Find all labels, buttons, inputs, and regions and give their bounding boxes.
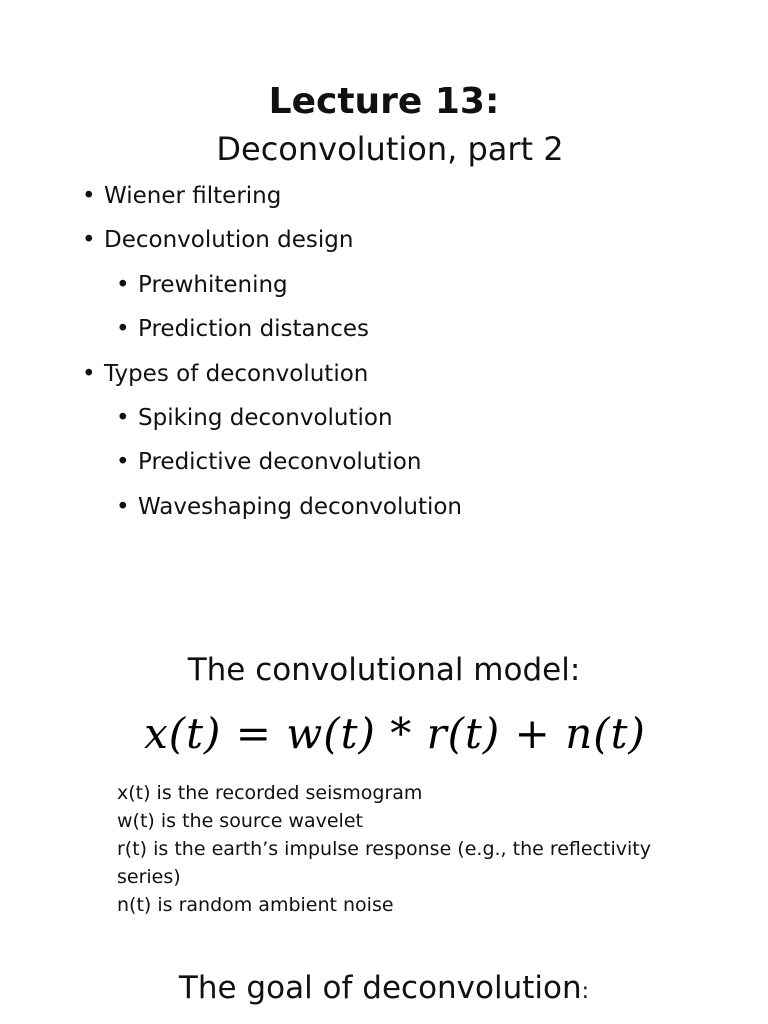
bullet-icon: •: [82, 227, 96, 254]
bullet-icon: •: [116, 316, 130, 343]
outline-item-text: Wiener filtering: [104, 183, 282, 209]
outline-item: [82, 176, 462, 220]
definition-line: r(t) is the earth’s impulse response (e.g., the reflectivity series): [117, 838, 651, 888]
outline-subitem: [82, 265, 462, 309]
lecture-subtitle: Deconvolution, part 2: [216, 130, 564, 168]
outline-item-text: Waveshaping deconvolution: [138, 493, 463, 520]
outline-item-text: Spiking deconvolution: [138, 404, 393, 431]
definition-line: w(t) is the source wavelet: [117, 810, 363, 832]
bullet-icon: •: [116, 493, 130, 520]
convolution-equation: x(t) = w(t) * r(t) + n(t): [144, 709, 646, 758]
bullet-icon: •: [116, 271, 130, 298]
outline-item-text: Prediction distances: [138, 316, 370, 343]
outline-item-text: Deconvolution design: [104, 227, 354, 254]
definition-line: n(t) is random ambient noise: [117, 894, 394, 916]
topic-outline: [82, 176, 462, 531]
definition-line: x(t) is the recorded seismogram: [117, 782, 423, 804]
outline-subitem: [82, 487, 462, 531]
convolutional-model-heading: The convolutional model:: [187, 652, 581, 688]
outline-subitem: [82, 442, 462, 486]
outline-subitem: [82, 309, 462, 353]
outline-item-text: Types of deconvolution: [104, 360, 369, 387]
outline-item-text: Prewhitening: [138, 271, 288, 298]
outline-item: [82, 220, 462, 264]
outline-item-text: Predictive deconvolution: [138, 449, 422, 476]
term-definitions: [117, 779, 677, 919]
bullet-icon: •: [116, 449, 130, 476]
goal-heading-colon: :: [581, 979, 590, 1004]
lecture-title: Lecture 13:: [268, 81, 500, 122]
bullet-icon: •: [116, 404, 130, 431]
goal-heading-text: The goal of deconvolution: [178, 970, 582, 1006]
deconvolution-goal-heading: [0, 966, 768, 1014]
bullet-icon: •: [82, 183, 96, 209]
bullet-icon: •: [82, 360, 96, 387]
outline-item: [82, 354, 462, 398]
outline-subitem: [82, 398, 462, 442]
